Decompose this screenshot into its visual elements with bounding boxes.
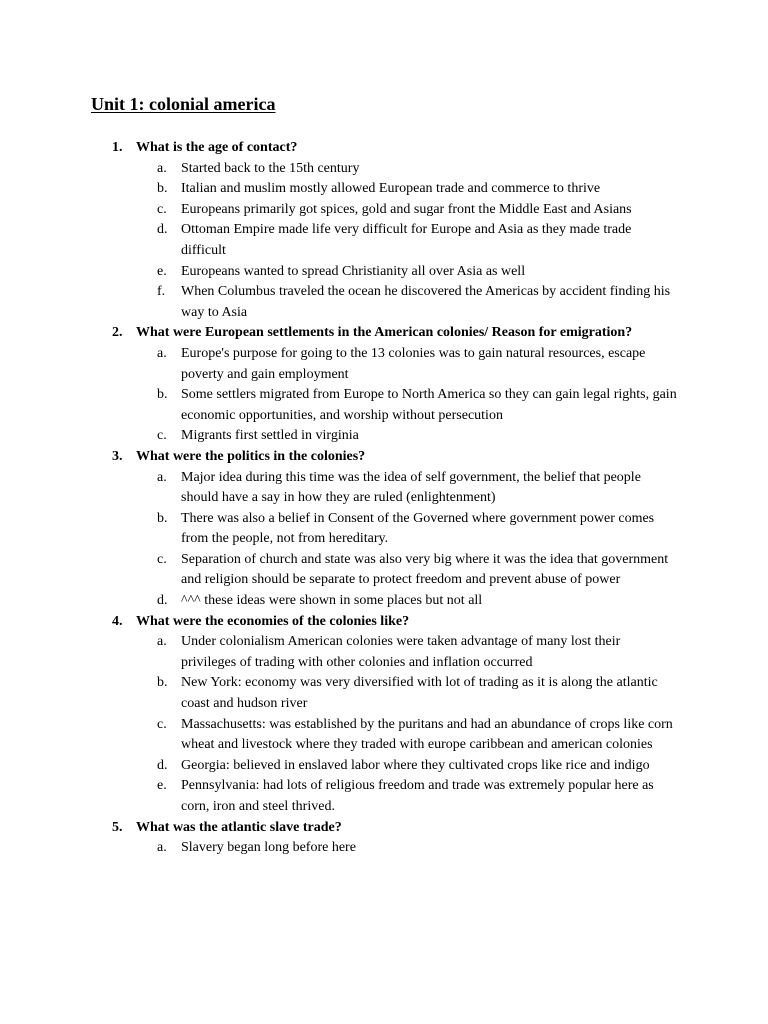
answer-letter: d. <box>157 222 168 238</box>
document-title: Unit 1: colonial america <box>91 94 276 114</box>
answer-item <box>157 509 677 550</box>
answer-text: Some settlers migrated from Europe to North America so they can gain legal rights, gain economic opportunities, and worship without persecution <box>181 387 677 423</box>
question-5 <box>112 818 696 839</box>
answer-item <box>157 159 677 180</box>
answer-text: Pennsylvania: had lots of religious freedom and trade was extremely popular here as corn, iron and steel thrived. <box>181 778 654 814</box>
outline-list <box>0 138 768 859</box>
answer-letter: a. <box>157 345 167 361</box>
answer-letter: a. <box>157 469 167 485</box>
answer-text: Migrants first settled in virginia <box>181 428 359 444</box>
answer-text: Georgia: believed in enslaved labor where they cultivated crops like rice and indigo <box>181 757 650 773</box>
answer-item <box>157 632 677 673</box>
answer-item <box>157 756 677 777</box>
answer-letter: a. <box>157 634 167 650</box>
answer-text: Under colonialism American colonies were taken advantage of many lost their privileges of trading with other colonies and inflation occurred <box>181 634 621 670</box>
answer-item <box>157 262 677 283</box>
answer-item <box>157 591 677 612</box>
answer-item <box>157 838 677 859</box>
question-text: What were the economies of the colonies like? <box>136 613 410 629</box>
answer-item <box>157 550 677 591</box>
answer-text: Separation of church and state was also very big where it was the idea that government and religion should be separate to protect freedom and prevent abuse of power <box>181 551 669 588</box>
answer-text: Europeans wanted to spread Christianity all over Asia as well <box>181 263 526 279</box>
answer-text: New York: economy was very diversified with lot of trading as it is along the atlantic coast and hudson river <box>181 675 658 712</box>
answer-item <box>157 220 677 261</box>
answer-item <box>157 673 677 714</box>
answer-text: ^^^ these ideas were shown in some places but not all <box>181 593 483 609</box>
answer-text: Europeans primarily got spices, gold and sugar front the Middle East and Asians <box>181 201 632 217</box>
question-number: 5. <box>112 819 123 835</box>
question-text: What is the age of contact? <box>136 140 298 155</box>
question-1 <box>112 138 696 159</box>
question-text: What were European settlements in the American colonies/ Reason for emigration? <box>136 325 633 341</box>
answer-letter: b. <box>157 387 168 403</box>
answer-letter: e. <box>157 263 167 279</box>
answer-item <box>157 715 677 756</box>
answer-text: Europe's purpose for going to the 13 colonies was to gain natural resources, escape poverty and gain employment <box>181 345 646 382</box>
question-3 <box>112 447 696 468</box>
answer-letter: b. <box>157 675 168 691</box>
answer-letter: d. <box>157 757 168 773</box>
question-text: What was the atlantic slave trade? <box>136 819 342 835</box>
question-number: 2. <box>112 325 123 341</box>
answer-item <box>157 385 677 426</box>
answer-letter: a. <box>157 160 167 176</box>
answer-item <box>157 179 677 200</box>
question-number: 3. <box>112 448 123 464</box>
answer-text: When Columbus traveled the ocean he discovered the Americas by accident finding his way to Asia <box>181 284 671 320</box>
answer-letter: c. <box>157 428 167 444</box>
answer-text: Massachusetts: was established by the puritans and had an abundance of crops like corn wheat and livestock where they traded with europe caribbean and american colonies <box>181 716 673 753</box>
question-number: 4. <box>112 613 123 629</box>
answer-item <box>157 200 677 221</box>
answer-text: Ottoman Empire made life very difficult for Europe and Asia as they made trade difficult <box>181 222 632 258</box>
answer-item <box>157 776 677 817</box>
answer-letter: d. <box>157 593 168 609</box>
answer-text: Slavery began long before here <box>181 840 356 856</box>
answer-letter: b. <box>157 181 168 197</box>
answer-letter: c. <box>157 716 167 732</box>
answer-letter: b. <box>157 510 168 526</box>
answer-text: Italian and muslim mostly allowed European trade and commerce to thrive <box>181 181 601 197</box>
answer-item <box>157 426 677 447</box>
answer-letter: a. <box>157 840 167 856</box>
answer-item <box>157 282 677 323</box>
answer-text: Major idea during this time was the idea of self government, the belief that people should have a say in how they are ruled (enlightenment) <box>181 469 641 506</box>
answer-letter: f. <box>157 284 166 300</box>
answer-letter: e. <box>157 778 167 794</box>
answer-text: There was also a belief in Consent of the Governed where government power comes from the people, not from hereditary. <box>181 510 655 547</box>
answer-item <box>157 468 677 509</box>
answer-text: Started back to the 15th century <box>181 160 360 176</box>
answer-letter: c. <box>157 201 167 217</box>
question-number: 1. <box>112 140 123 155</box>
question-text: What were the politics in the colonies? <box>136 448 366 464</box>
answer-item <box>157 344 677 385</box>
answer-letter: c. <box>157 551 167 567</box>
question-2 <box>112 323 696 344</box>
question-4 <box>112 612 696 633</box>
